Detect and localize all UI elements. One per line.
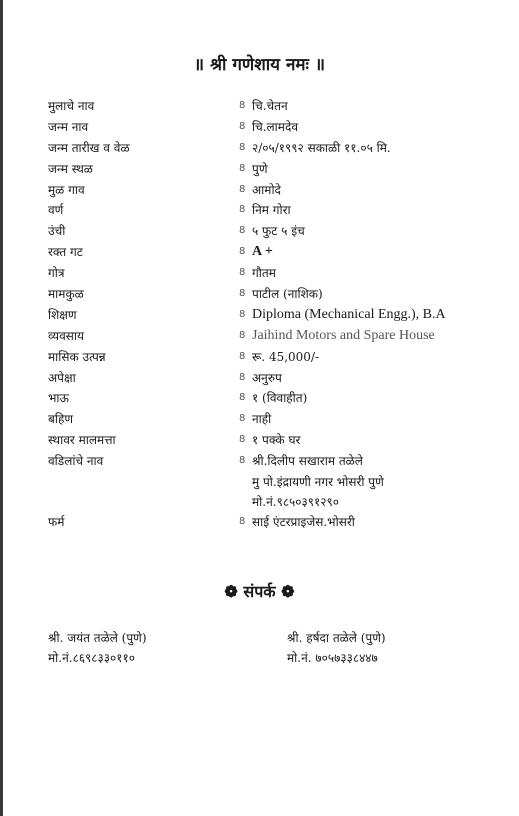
detail-value: १ पक्के घर [252, 433, 301, 448]
detail-label: स्थावर मालमत्ता [48, 433, 116, 448]
detail-label: शिक्षण [48, 307, 77, 322]
detail-value: Jaihind Motors and Spare House [252, 327, 435, 343]
detail-label: मुलाचे नाव [48, 99, 95, 113]
detail-row-monthly-income [48, 347, 508, 368]
detail-label: रक्त गट [48, 245, 83, 260]
detail-value: पुणे [252, 161, 268, 176]
separator: 8 [239, 100, 246, 111]
detail-value: गौतम [252, 266, 276, 281]
detail-row-brother [48, 388, 508, 409]
separator: 8 [239, 204, 246, 216]
detail-label: वर्ण [48, 203, 64, 218]
separator: 8 [239, 455, 246, 467]
detail-label: जन्म नाव [48, 119, 89, 134]
contact-phone: मो.नं.८६९८३३०११० [48, 651, 135, 665]
detail-row-complexion [48, 200, 508, 221]
contact-heading: ❁ संपर्क ❁ [224, 582, 295, 601]
detail-value: अनुरुप [252, 370, 282, 385]
detail-row-firm [48, 512, 508, 533]
separator: 8 [239, 308, 246, 320]
separator: 8 [239, 141, 246, 153]
detail-row-property [48, 430, 508, 451]
contact-1 [48, 628, 147, 668]
detail-label: व्यवसाय [48, 328, 84, 343]
detail-value: ५ फुट ५ इंच [252, 224, 305, 239]
detail-value: साई एंटरप्राइजेस.भोसरी [252, 515, 355, 530]
detail-label: उंची [48, 224, 66, 239]
separator: 8 [239, 288, 246, 300]
detail-row-mamkul [48, 284, 508, 305]
detail-row-occupation [48, 326, 508, 347]
detail-row-education [48, 305, 508, 326]
detail-row-gotra [48, 263, 508, 284]
separator: 8 [239, 392, 246, 404]
separator: 8 [239, 434, 246, 446]
contact-name: श्री. जयंत तळेले (पुणे) [48, 631, 147, 645]
detail-row-father-name [48, 451, 508, 472]
detail-label: जन्म तारीख व वेळ [48, 140, 130, 155]
detail-label: गोत्र [48, 266, 65, 281]
detail-value: नाही [252, 412, 272, 427]
detail-label: जन्म स्थळ [48, 161, 93, 176]
address-line: मु पो.इंद्रायणी नगर भोसरी पुणे [252, 475, 384, 490]
separator: 8 [239, 225, 246, 237]
detail-label: मुळ गाव [48, 182, 85, 197]
detail-row-birth-datetime [48, 138, 508, 159]
page-heading: ॥ श्री गणेशाय नमः ॥ [193, 55, 326, 75]
detail-value: निम गोरा [252, 203, 291, 218]
separator: 8 [239, 516, 246, 528]
separator: 8 [239, 371, 246, 383]
detail-label: भाऊ [48, 391, 69, 406]
detail-row-name [48, 96, 508, 117]
detail-value: A + [252, 244, 273, 260]
separator: 8 [239, 267, 246, 279]
detail-row-expectation [48, 368, 508, 389]
separator: 8 [239, 246, 246, 258]
detail-row-height [48, 221, 508, 242]
detail-label: बहिण [48, 412, 74, 427]
detail-value: पाटील (नाशिक) [252, 287, 323, 302]
detail-label: फर्म [48, 515, 65, 530]
detail-row-birthplace [48, 159, 508, 180]
details-list [48, 96, 508, 533]
detail-row-birth-name [48, 117, 508, 138]
detail-row-blood-group [48, 242, 508, 263]
detail-label: मासिक उत्पन्न [48, 349, 106, 364]
detail-label: वडिलांचे नाव [48, 454, 104, 469]
separator: 8 [239, 413, 246, 425]
detail-value: २/०५/१९९२ सकाळी ११.०५ मि. [252, 140, 391, 155]
father-phone: मो.नं.९८५०३९१२९० [252, 495, 339, 510]
detail-value: रू. 45,000/- [252, 349, 320, 364]
separator: 8 [239, 120, 246, 132]
separator: 8 [239, 329, 246, 341]
left-border [0, 0, 3, 816]
detail-value: श्री.दिलीप सखाराम तळेले [252, 454, 363, 469]
separator: 8 [239, 162, 246, 174]
contact-name: श्री. हर्षदा तळेले (पुणे) [287, 631, 386, 645]
separator: 8 [239, 183, 246, 195]
detail-value: चि.चेतन [252, 99, 288, 113]
detail-label: अपेक्षा [48, 370, 76, 385]
detail-value: चि.लामदेव [252, 119, 299, 134]
separator: 8 [239, 350, 246, 362]
contact-2 [287, 628, 386, 668]
detail-row-native-village [48, 180, 508, 201]
detail-value: १ (विवाहीत) [252, 391, 308, 406]
detail-label: मामकुळ [48, 287, 84, 302]
detail-row-sister [48, 409, 508, 430]
detail-value: आमोदे [252, 182, 281, 197]
detail-value: Diploma (Mechanical Engg.), B.A [252, 306, 446, 322]
contact-phone: मो.नं. ७०५७३३८४४७ [287, 651, 378, 665]
